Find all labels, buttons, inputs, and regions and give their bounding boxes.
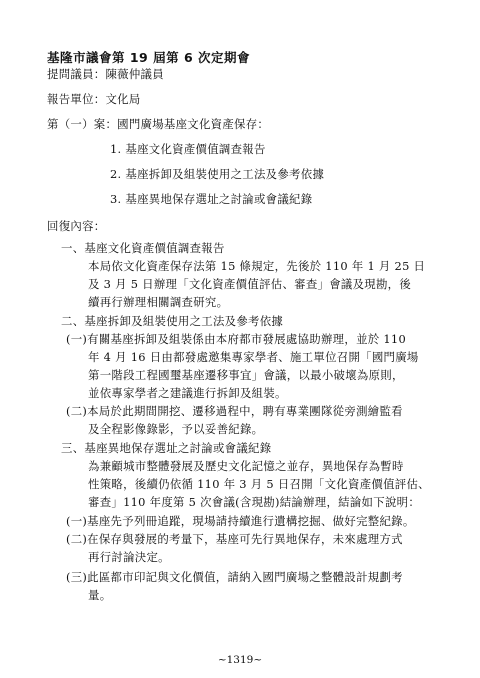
section-1-line: 續再行辦理相關調查研究。 bbox=[88, 295, 229, 309]
section-2-item-1-line: 第一階段工程國璽基座遷移事宜」會議，以最小破壞為原則， bbox=[88, 368, 404, 382]
section-2-item-1-line: 並依專家學者之建議進行拆卸及組裝。 bbox=[88, 386, 287, 400]
section-2-item-2-line: (二)本局於此期間開挖、遷移過程中，聘有專業團隊從旁測繪監看 bbox=[66, 404, 403, 418]
section-3-heading: 三、基座異地保存選址之討論或會議紀錄 bbox=[61, 441, 272, 455]
section-3-item-2-line: 再行討論決定。 bbox=[88, 550, 170, 564]
section-2-heading: 二、基座拆卸及組裝使用之工法及參考依據 bbox=[61, 314, 284, 328]
report-unit-line: 報告單位：文化局 bbox=[47, 92, 141, 106]
section-1-heading: 一、基座文化資產價值調查報告 bbox=[61, 241, 225, 255]
section-3-intro-line: 審查」110 年度第 5 次會議(含現勘)結論辦理，結論如下說明： bbox=[88, 495, 421, 509]
proposer-line: 提問議員：陳薇仲議員 bbox=[47, 67, 164, 81]
case-item-3: 3. 基座異地保存選址之討論或會議紀錄 bbox=[110, 192, 313, 206]
section-2-item-1-line: (一)有關基座拆卸及組裝係由本府都市發展處協助辦理，並於 110 bbox=[66, 332, 407, 346]
section-1-line: 及 3 月 5 日辦理「文化資產價值評估、審查」會議及現勘，後 bbox=[88, 277, 412, 291]
case-item-2: 2. 基座拆卸及組裝使用之工法及參考依據 bbox=[110, 167, 325, 181]
section-1-line: 本局依文化資產保存法第 15 條規定，先後於 110 年 1 月 25 日 bbox=[88, 259, 426, 273]
section-2-item-2-line: 及全程影像錄影，予以妥善紀錄。 bbox=[88, 422, 264, 436]
section-3-intro-line: 為兼顧城市整體發展及歷史文化記憶之並存，異地保存為暫時 bbox=[88, 459, 404, 473]
case-item-1: 1. 基座文化資產價值調查報告 bbox=[110, 142, 266, 156]
meeting-title: 基隆市議會第 19 屆第 6 次定期會 bbox=[47, 50, 251, 65]
reply-label: 回復內容： bbox=[47, 219, 106, 233]
section-3-item-3-line: 量。 bbox=[88, 588, 112, 602]
page-number: ~1319~ bbox=[217, 654, 263, 666]
section-3-intro-line: 性策略，後續仍依循 110 年 3 月 5 日召開「文化資產價值評估、 bbox=[88, 477, 430, 491]
case-line: 第（一）案：國門廣場基座文化資產保存： bbox=[47, 117, 270, 131]
section-3-item-1-line: (一)基座先予列冊追蹤，現場請持續進行遺構挖掘、做好完整紀錄。 bbox=[66, 514, 415, 528]
section-2-item-1-line: 年 4 月 16 日由都發處邀集專家學者、施工單位召開「國門廣場 bbox=[88, 350, 419, 364]
section-3-item-2-line: (二)在保存與發展的考量下，基座可先行異地保存，未來處理方式 bbox=[66, 532, 403, 546]
section-3-item-3-line: (三)此區都市印記與文化價值，請納入國門廣場之整體設計規劃考 bbox=[66, 570, 403, 584]
